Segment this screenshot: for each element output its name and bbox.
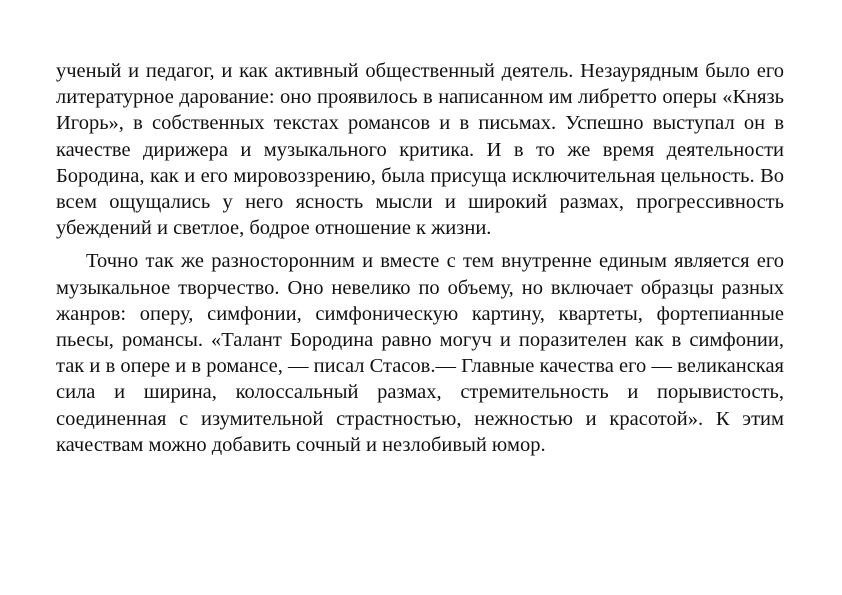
paragraph-1: ученый и педагог, и как активный общественный деятель. Незаурядным было его литературное дарование: оно проявилось в написанном им либретто оперы «Князь Игорь», в собственных текстах романсов и в письмах. Успешно выступал он в качестве дирижера и музыкального критика. И в то же время деятельности Бородина, как и его мировоззрению, была присуща исключительная цельность. Во всем ощущались у него ясность мысли и широкий размах, прогрессивность убеждений и светлое, бодрое отношение к жизни.	[56, 60, 784, 240]
document-page	[56, 58, 784, 458]
paragraph-2: Точно так же разносторонним и вместе с тем внутренне единым является его музыкальное творчество. Оно невелико по объему, но включает образцы разных жанров: оперу, симфонии, симфоническую картину, квартеты, фортепианные пьесы, романсы. «Талант Бородина равно могуч и поразителен как в симфонии, так и в опере и в романсе, — писал Стасов.— Главные качества его — великанская сила и ширина, колоссальный размах, стремительность и порывистость, соединенная с изумительной страстностью, нежностью и красотой». К этим качествам можно добавить сочный и незлобивый юмор.	[56, 250, 784, 456]
